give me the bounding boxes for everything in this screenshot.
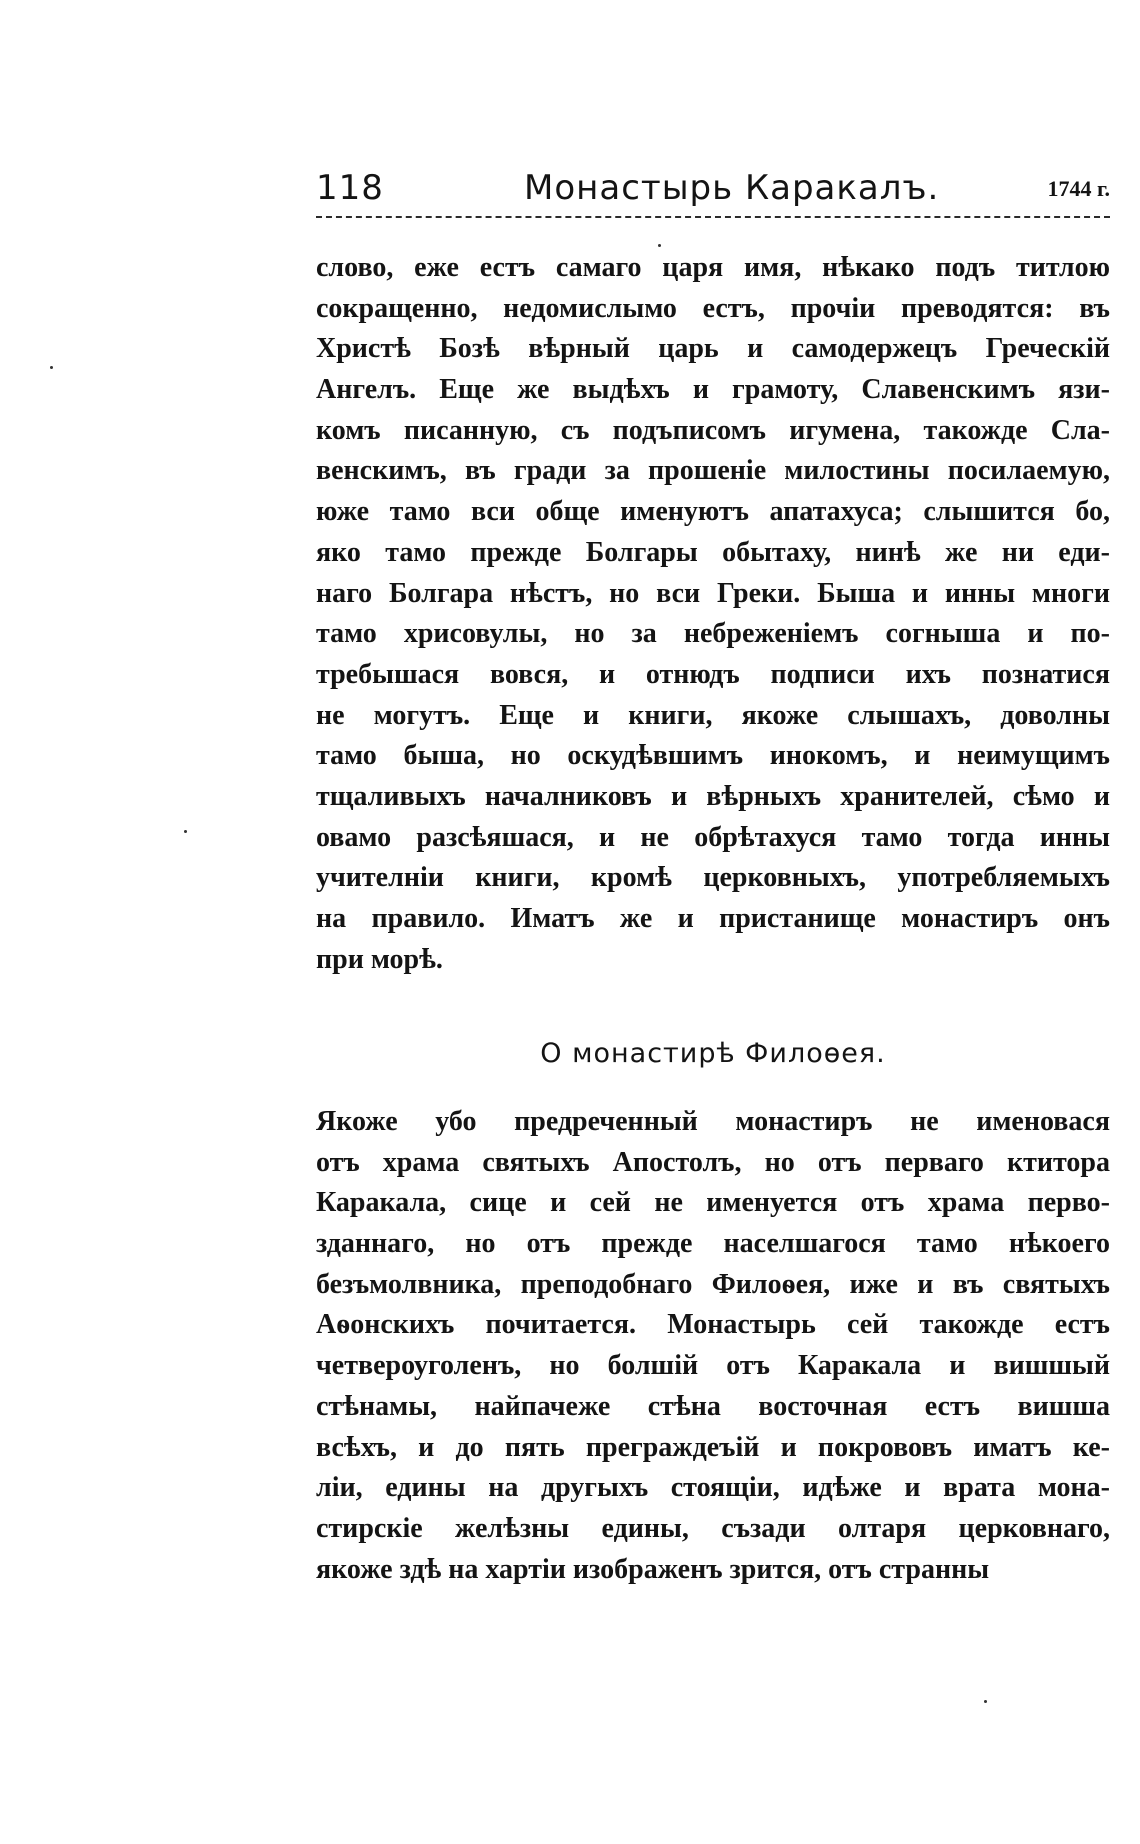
text-line: Христѣ Бозѣ вѣрный царь и самодержецъ Греческій xyxy=(316,333,1110,365)
text-line: четвероуголенъ, но болшій отъ Каракала и вишшый xyxy=(316,1350,1110,1382)
text-line: наго Болгара нѣстъ, но вси Греки. Быша и инны многи xyxy=(316,577,1110,609)
text-line: тамо быша, но оскудѣвшимъ инокомъ, и неимущимъ xyxy=(316,740,1110,772)
year-label: 1744 г. xyxy=(1047,176,1110,201)
paragraph-1 xyxy=(316,248,1110,980)
text-line: овамо разсѣяшася, и не обрѣтахуся тамо тогда инны xyxy=(316,821,1110,853)
print-speck xyxy=(984,1700,987,1703)
text-line: не могутъ. Еще и книги, якоже слышахъ, доволны xyxy=(316,699,1110,731)
text-line: Ангелъ. Еще же выдѣхъ и грамоту, Славенскимъ язи- xyxy=(316,374,1110,406)
text-line: стирскіе желѣзны едины, съзади олтаря церковнаго, xyxy=(316,1512,1110,1544)
text-line: Аѳонскихъ почитается. Монастырь сей такожде естъ xyxy=(316,1309,1110,1341)
text-line: стѣнамы, найпачеже стѣна восточная естъ вишша xyxy=(316,1390,1110,1422)
page-header xyxy=(316,168,1110,218)
text-line: отъ храма святыхъ Апостолъ, но отъ перваго ктитора xyxy=(316,1146,1110,1178)
text-line: безъмолвника, преподобнаго Филоѳея, иже и въ святыхъ xyxy=(316,1268,1110,1300)
print-speck xyxy=(50,366,53,369)
text-line: якоже здѣ на хартіи изображенъ зрится, отъ странны xyxy=(316,1553,990,1585)
text-line: яко тамо прежде Болгары обытаху, нинѣ же ни еди- xyxy=(316,536,1110,568)
print-speck xyxy=(658,244,661,247)
text-line: тщаливыхъ началниковъ и вѣрныхъ хранителей, сѣмо и xyxy=(316,780,1110,812)
text-line: требышася вовся, и отнюдъ подписи ихъ познатися xyxy=(316,658,1110,690)
text-line: при морѣ. xyxy=(316,943,443,975)
text-line: слово, еже естъ самаго царя имя, нѣкако подъ титлою xyxy=(316,252,1110,283)
print-speck xyxy=(184,830,187,833)
text-line: юже тамо вси обще именуютъ апатахуса; слышится бо, xyxy=(316,496,1110,528)
text-line: учителніи книги, кромѣ церковныхъ, употребляемыхъ xyxy=(316,862,1110,894)
text-line: сокращенно, недомислымо естъ, прочіи преводятся: въ xyxy=(316,292,1110,324)
text-line: на правило. Иматъ же и пристанище монастиръ онъ xyxy=(316,903,1110,934)
text-line: венскимъ, въ гради за прошеніе милостины посилаемую, xyxy=(316,455,1110,487)
text-line: всѣхъ, и до пять преграждеъій и покрововъ иматъ ке- xyxy=(316,1431,1110,1463)
text-line: ліи, едины на другыхъ стоящіи, идѣже и врата мона- xyxy=(316,1472,1110,1504)
text-line: комъ писанную, съ подъписомъ игумена, такожде Сла- xyxy=(316,414,1110,446)
paragraph-2 xyxy=(316,1102,1110,1590)
section-heading: О монастирѣ Филоѳея. xyxy=(540,1038,886,1069)
text-line: тамо хрисовулы, но за небреженіемъ согныша и по- xyxy=(316,618,1110,650)
running-title: Монастырь Каракалъ. xyxy=(524,168,940,208)
page-number: 118 xyxy=(316,168,384,208)
header-rule xyxy=(316,216,1110,218)
text-line: Якоже убо предреченный монастиръ не именовася xyxy=(316,1106,1110,1137)
text-line: зданнаго, но отъ прежде населшагося тамо нѣкоего xyxy=(316,1228,1110,1260)
text-line: Каракала, сице и сей не именуется отъ храма перво- xyxy=(316,1187,1110,1219)
